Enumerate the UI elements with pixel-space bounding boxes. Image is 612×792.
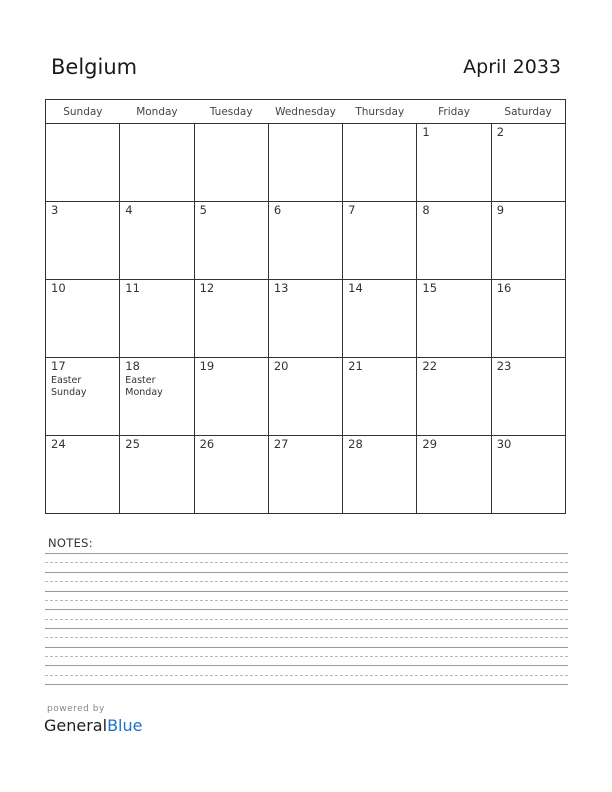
calendar-day-cell[interactable] (268, 358, 342, 436)
generalblue-logo (44, 716, 142, 735)
day-number: 13 (273, 281, 289, 295)
day-number: 22 (422, 359, 438, 373)
calendar-day-cell[interactable] (491, 358, 565, 436)
holiday-label: Easter Monday (125, 375, 163, 398)
day-number: 8 (422, 203, 430, 217)
notes-line (45, 581, 568, 582)
calendar-day-cell[interactable] (120, 202, 194, 280)
calendar-week-row (46, 124, 566, 202)
day-number: 28 (348, 437, 363, 451)
day-number: 15 (422, 281, 438, 295)
calendar-day-cell[interactable] (491, 436, 565, 514)
calendar-day-cell[interactable] (46, 124, 120, 202)
day-number: 1 (422, 125, 430, 139)
day-number: 12 (199, 281, 215, 295)
calendar-day-cell[interactable] (46, 280, 120, 358)
notes-line (45, 619, 568, 620)
calendar-day-cell[interactable] (120, 124, 194, 202)
calendar-day-cell[interactable] (46, 358, 120, 436)
calendar-day-cell[interactable] (46, 202, 120, 280)
calendar-week-row (46, 280, 566, 358)
holiday-label: Easter Sunday (51, 375, 87, 398)
notes-line (45, 656, 568, 657)
calendar-day-cell[interactable] (343, 124, 417, 202)
calendar-day-cell[interactable] (417, 436, 491, 514)
day-number: 10 (51, 281, 66, 295)
country-title: Belgium (51, 55, 138, 79)
calendar-week-row (46, 358, 566, 436)
calendar-day-cell[interactable] (194, 436, 268, 514)
weekday-thursday: Thursday (343, 100, 417, 124)
calendar-day-cell[interactable] (194, 280, 268, 358)
calendar-day-cell[interactable] (417, 358, 491, 436)
calendar-day-cell[interactable] (343, 436, 417, 514)
weekday-wednesday: Wednesday (268, 100, 342, 124)
notes-line (45, 591, 568, 592)
day-number: 9 (496, 203, 505, 217)
day-number: 6 (273, 203, 282, 217)
notes-line (45, 600, 568, 601)
calendar-day-cell[interactable] (268, 436, 342, 514)
calendar-week-row (46, 436, 566, 514)
notes-line (45, 675, 568, 676)
calendar-day-cell[interactable] (343, 280, 417, 358)
notes-line (45, 553, 568, 554)
day-number: 20 (273, 359, 289, 373)
weekday-saturday: Saturday (491, 100, 565, 124)
calendar-week-row (46, 202, 566, 280)
brand-general: General (44, 716, 108, 735)
day-number: 11 (125, 281, 140, 295)
day-number: 24 (51, 437, 66, 451)
calendar-grid (45, 99, 566, 514)
day-number: 23 (496, 359, 512, 373)
day-number: 26 (199, 437, 215, 451)
brand-blue: Blue (107, 716, 143, 735)
calendar-day-cell[interactable] (268, 124, 342, 202)
calendar-day-cell[interactable] (194, 358, 268, 436)
notes-line (45, 628, 568, 629)
day-number: 4 (125, 203, 133, 217)
calendar-day-cell[interactable] (417, 124, 491, 202)
notes-label: NOTES: (48, 536, 93, 550)
weekday-friday: Friday (417, 100, 491, 124)
calendar-day-cell[interactable] (417, 202, 491, 280)
day-number: 25 (125, 437, 140, 451)
calendar-day-cell[interactable] (343, 358, 417, 436)
calendar-day-cell[interactable] (491, 124, 565, 202)
notes-line (45, 665, 568, 666)
powered-by-text: powered by (47, 704, 105, 714)
day-number: 17 (51, 359, 66, 373)
day-number: 29 (422, 437, 438, 451)
day-number: 3 (51, 203, 59, 217)
weekday-header-row (46, 100, 566, 124)
calendar-day-cell[interactable] (491, 202, 565, 280)
calendar-day-cell[interactable] (120, 436, 194, 514)
calendar-day-cell[interactable] (120, 358, 194, 436)
day-number: 16 (496, 281, 512, 295)
day-number: 2 (496, 125, 505, 139)
calendar-day-cell[interactable] (491, 280, 565, 358)
calendar-day-cell[interactable] (343, 202, 417, 280)
notes-line (45, 609, 568, 610)
day-number: 27 (273, 437, 289, 451)
day-number: 19 (199, 359, 215, 373)
weekday-monday: Monday (120, 100, 194, 124)
calendar-day-cell[interactable] (194, 124, 268, 202)
weekday-sunday: Sunday (46, 100, 120, 124)
notes-line (45, 637, 568, 638)
calendar-day-cell[interactable] (268, 202, 342, 280)
calendar-day-cell[interactable] (46, 436, 120, 514)
day-number: 7 (348, 203, 356, 217)
calendar-day-cell[interactable] (120, 280, 194, 358)
day-number: 5 (199, 203, 207, 217)
calendar-day-cell[interactable] (268, 280, 342, 358)
calendar-day-cell[interactable] (417, 280, 491, 358)
day-number: 21 (348, 359, 363, 373)
weekday-tuesday: Tuesday (194, 100, 268, 124)
notes-line (45, 572, 568, 573)
day-number: 30 (496, 437, 512, 451)
notes-line (45, 647, 568, 648)
notes-line (45, 684, 568, 685)
day-number: 18 (125, 359, 140, 373)
notes-line (45, 562, 568, 563)
month-year-title: April 2033 (463, 56, 561, 78)
day-number: 14 (348, 281, 363, 295)
calendar-day-cell[interactable] (194, 202, 268, 280)
